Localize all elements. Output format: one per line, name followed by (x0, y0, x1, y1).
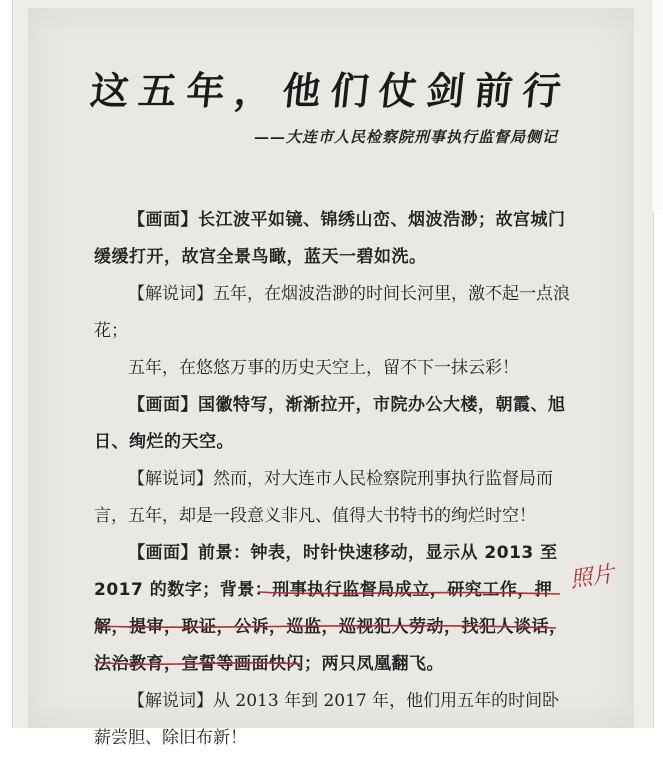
paragraph-narration-3: 【解说词】然而，对大连市人民检察院刑事执行监督局而言，五年，却是一段意义非凡、值得大书特书的绚烂时空！ (94, 469, 553, 526)
paragraph-scene-2: 【画面】国徽特写，渐渐拉开，市院办公大楼，朝霞、旭日、绚烂的天空。 (94, 395, 566, 452)
document-subtitle: ——大连市人民检察院刑事执行监督局侧记 (253, 128, 558, 146)
document-title: 这五年，他们仗剑前行 (88, 69, 573, 113)
paragraph-narration-2: 五年，在悠悠万事的历史天空上，留不下一抹云彩！ (128, 358, 519, 378)
document-body (94, 202, 574, 757)
paragraph-narration-4: 【解说词】从 2013 年到 2017 年，他们用五年的时间卧薪尝胆、除旧布新！ (94, 691, 560, 748)
paragraph-scene-3: 【画面】前景：钟表，时针快速移动，显示从 2013 至 2017 的数字；背景：刑事执行监督局成立，研究工作，押解，提审，取证，公诉，巡监，巡视犯人劳动，找犯人谈话，法治教育，宣誓等画面快闪；两只凤凰翻飞。 (94, 543, 567, 674)
paragraph-narration-1: 【解说词】五年，在烟波浩渺的时间长河里，激不起一点浪花； (94, 284, 570, 341)
paragraph-scene-1: 【画面】长江波平如镜、锦绣山峦、烟波浩渺；故宫城门缓缓打开，故宫全景鸟瞰，蓝天一碧如洗。 (94, 210, 566, 267)
adjacent-page-edge (651, 0, 663, 210)
handwritten-margin-note: 照片 (568, 562, 616, 593)
